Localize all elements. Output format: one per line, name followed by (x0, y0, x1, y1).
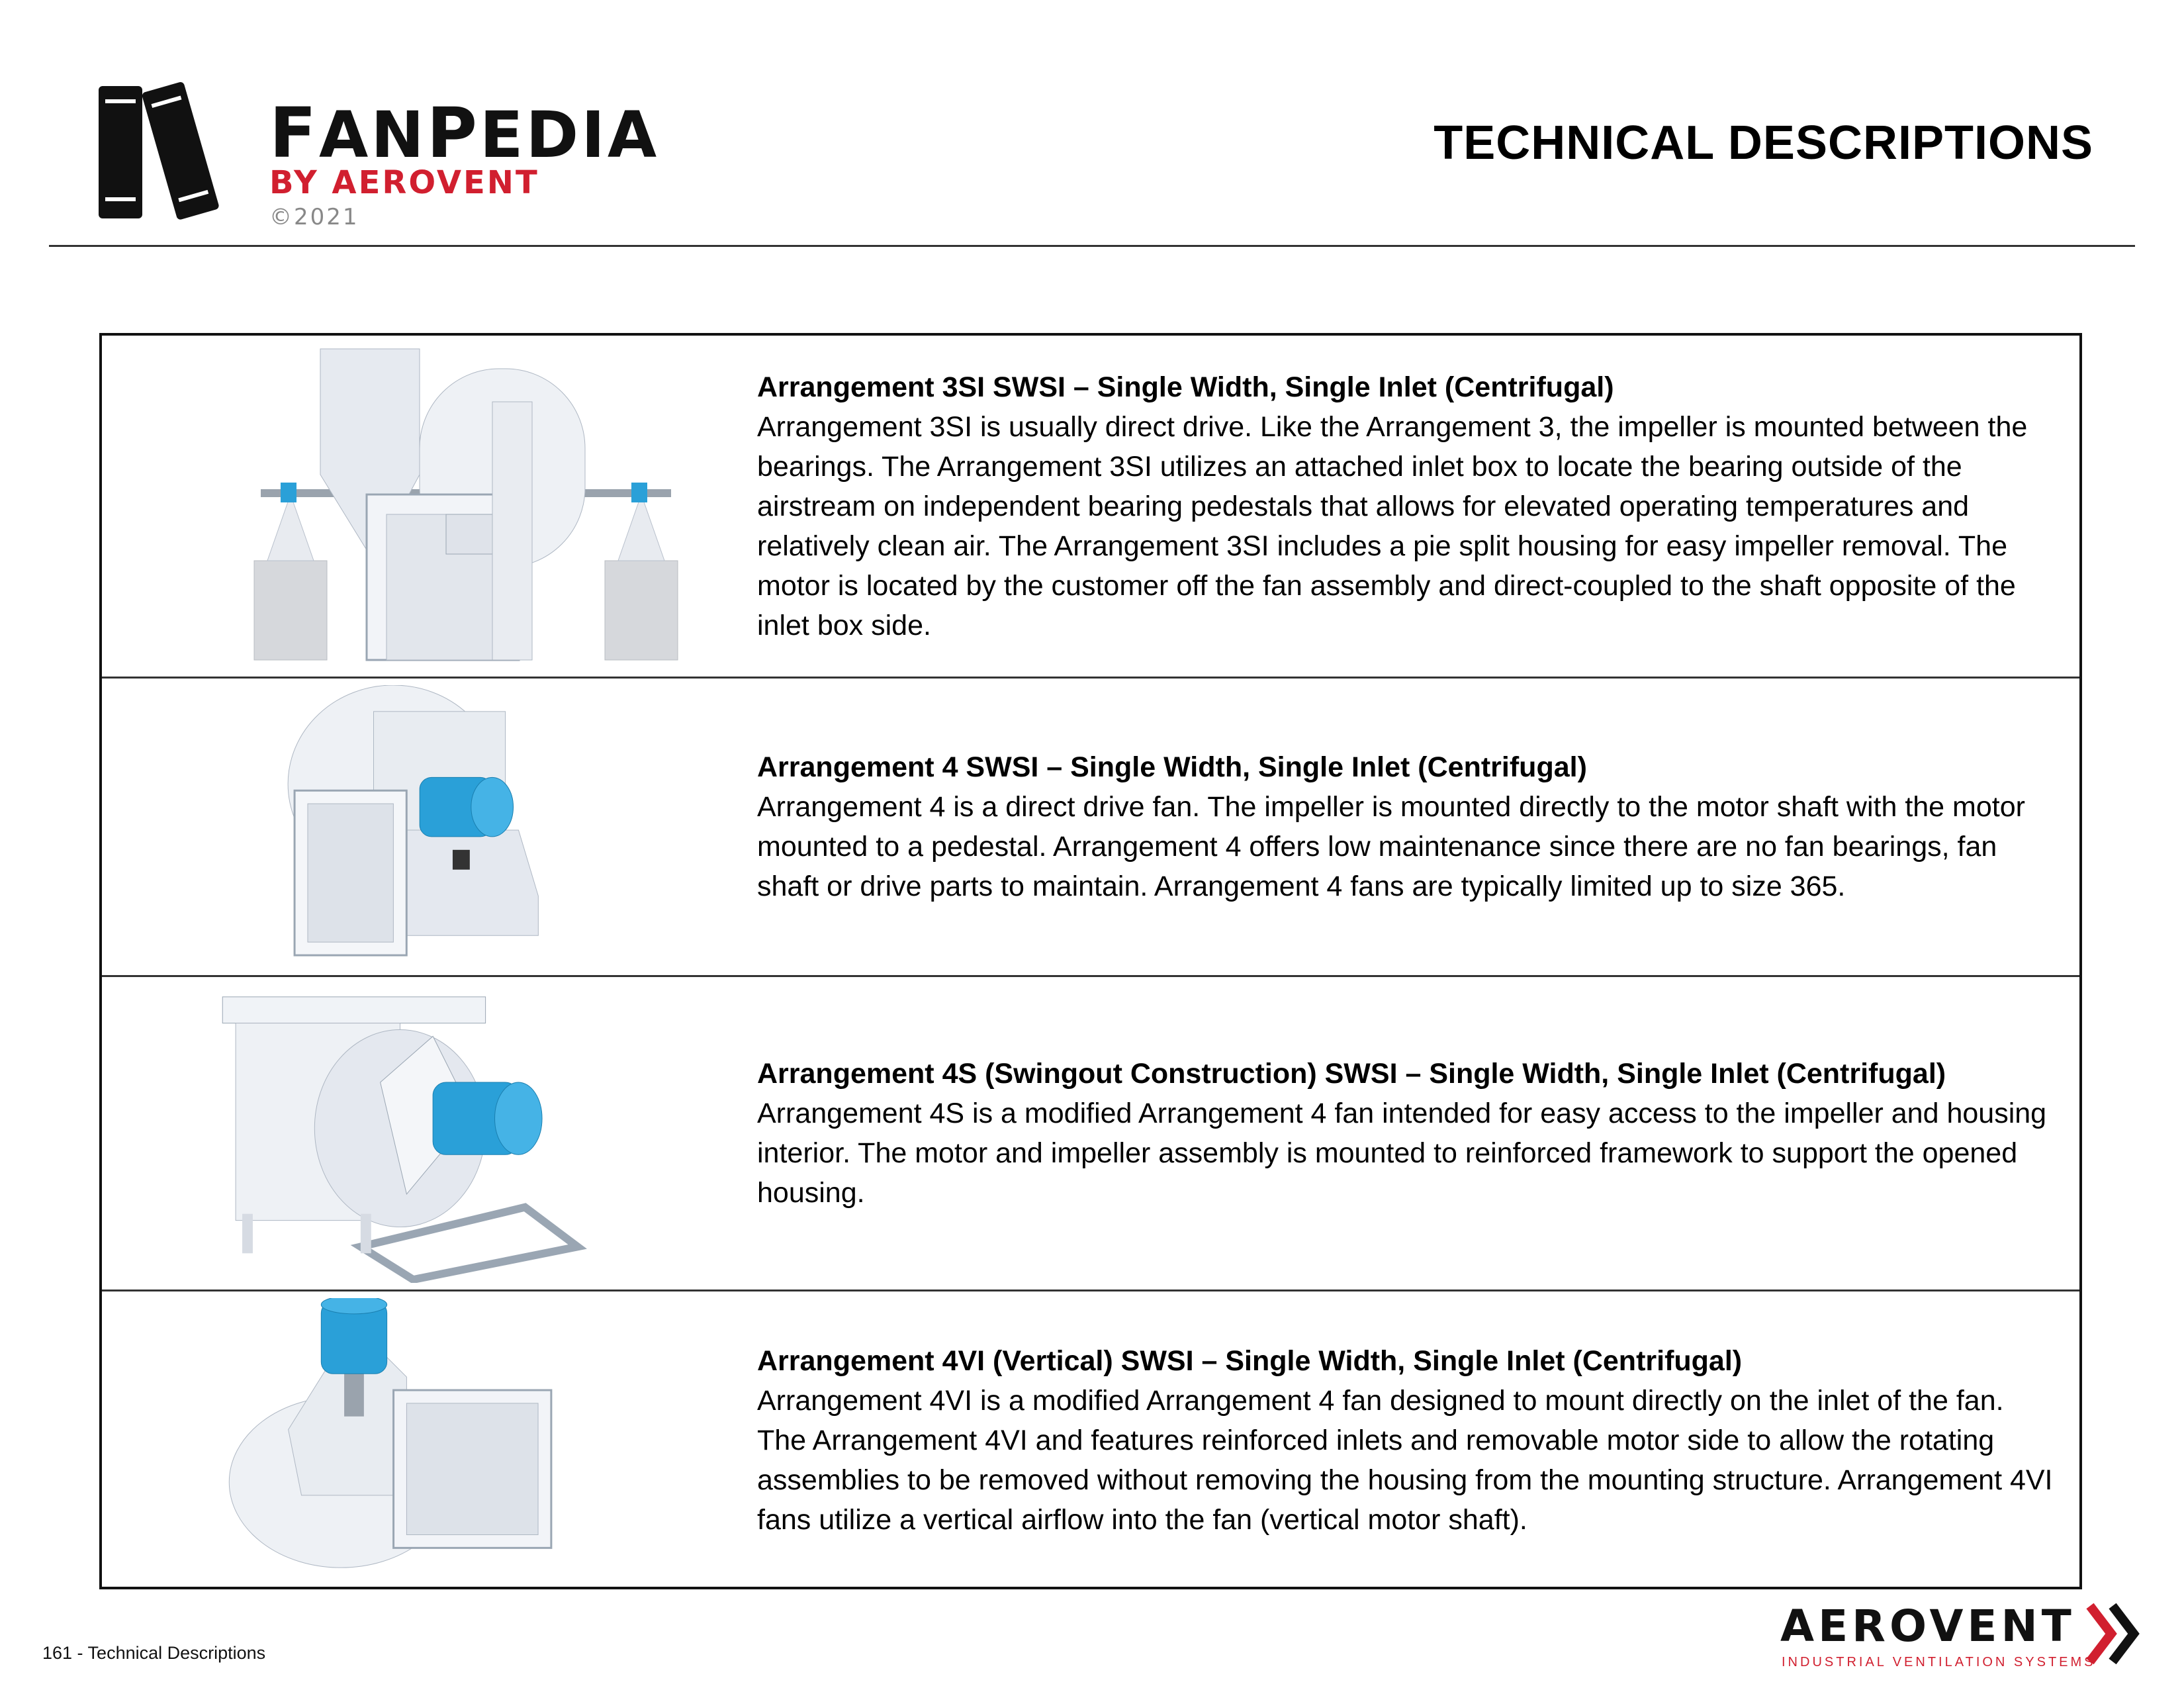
fan-4s-image (208, 984, 684, 1283)
copyright: ©2021 (269, 204, 359, 230)
arrangement-description: Arrangement 3SI is usually direct drive. Like the Arrangement 3, the impeller is mounted between the bearings. The Arrangement 3SI utilizes an attached inlet box to locate the bearing outside of the airstream on independent bearing pedestals that allows for elevated operating temperatures and relatively clean air. The Arrangement 3SI includes a pie split housing for easy impeller removal. The motor is located by the customer off the fan assembly and direct-coupled to the shaft opposite of the inlet box side. (757, 410, 2028, 641)
arrangement-title: Arrangement 3SI SWSI – Single Width, Single Inlet (Centrifugal) (757, 371, 1614, 403)
arrangement-text (757, 367, 2053, 645)
arrangement-text (757, 1341, 2053, 1540)
arrangement-text (757, 1054, 2053, 1213)
page-title: TECHNICAL DESCRIPTIONS (1433, 117, 2093, 169)
arrangement-row (102, 336, 2079, 677)
header-divider (49, 245, 2135, 247)
fanpedia-logo (96, 79, 678, 232)
arrangement-description: Arrangement 4S is a modified Arrangement 4 fan intended for easy access to the impeller and housing interior. The motor and impeller assembly is mounted to reinforced framework to support the opened housing. (757, 1098, 2047, 1209)
arrangement-description: Arrangement 4VI is a modified Arrangement 4 fan designed to mount directly on the inlet of the fan. The Arrangement 4VI and features reinforced inlets and removable motor side to allow the rotating assemblies to be removed without removing the housing from the mounting structure. Arrangement 4VI fans utilize a vertical airflow into the fan (vertical motor shaft). (757, 1385, 2053, 1536)
page-number-label: 161 - Technical Descriptions (42, 1643, 266, 1663)
fan-4vi-image (208, 1298, 684, 1583)
aerovent-wordmark: AEROVENT (1780, 1601, 2075, 1652)
brand-byline: BY AEROVENT (269, 164, 539, 201)
arrangement-title: Arrangement 4S (Swingout Construction) SWSI – Single Width, Single Inlet (Centrifugal) (757, 1058, 1946, 1090)
arrangement-row (102, 1289, 2079, 1589)
books-icon (96, 79, 255, 225)
fan-3si-image (208, 342, 684, 670)
arrangement-row (102, 975, 2079, 1289)
arrangements-table (99, 333, 2082, 1589)
arrangement-description: Arrangement 4 is a direct drive fan. The impeller is mounted directly to the motor shaft with the motor mounted to a pedestal. Arrangement 4 offers low maintenance since there are no fan bearings, fan shaft or drive parts to maintain. Arrangement 4 fans are typically limited up to size 365. (757, 791, 2025, 902)
aerovent-logo (1774, 1601, 2144, 1673)
arrangement-title: Arrangement 4VI (Vertical) SWSI – Single Width, Single Inlet (Centrifugal) (757, 1345, 1743, 1377)
arrangement-title: Arrangement 4 SWSI – Single Width, Single Inlet (Centrifugal) (757, 751, 1587, 783)
arrangement-row (102, 677, 2079, 975)
brand-name: FANPEDIA (269, 93, 660, 173)
arrangement-text (757, 747, 2053, 906)
fan-4-image (208, 685, 684, 968)
aerovent-tagline: INDUSTRIAL VENTILATION SYSTEMS (1782, 1655, 2096, 1669)
double-chevron-right-icon (2085, 1602, 2142, 1665)
